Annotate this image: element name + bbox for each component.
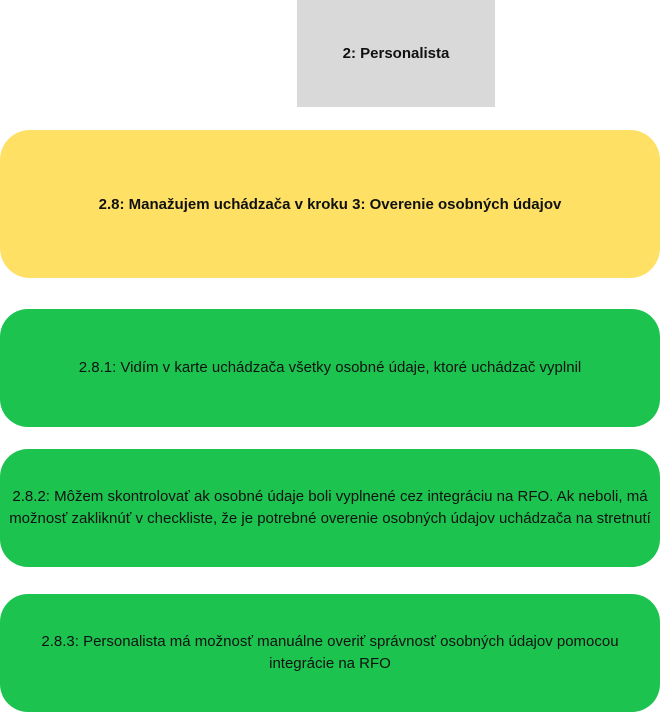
- persona-label: 2: Personalista: [342, 45, 450, 62]
- story-box-2-8-3: [0, 594, 660, 712]
- story-label: 2.8.3: Personalista má možnosť manuálne overiť správnosť osobných údajov pomocou integrácie na RFO: [41, 633, 619, 672]
- story-box-2-8-1: [0, 309, 660, 427]
- story-label: 2.8.1: Vidím v karte uchádzača všetky osobné údaje, ktoré uchádzač vyplnil: [78, 359, 582, 376]
- story-box-2-8-2: [0, 449, 660, 567]
- story-label: 2.8.2: Môžem skontrolovať ak osobné údaje boli vyplnené cez integráciu na RFO. Ak neboli, má možnosť zakliknúť v checkliste, že je potrebné overenie osobných údajov uchádzača na stretnutí: [9, 488, 651, 527]
- epic-box: [0, 130, 660, 278]
- epic-label: 2.8: Manažujem uchádzača v kroku 3: Overenie osobných údajov: [98, 195, 562, 213]
- persona-box: [297, 0, 495, 107]
